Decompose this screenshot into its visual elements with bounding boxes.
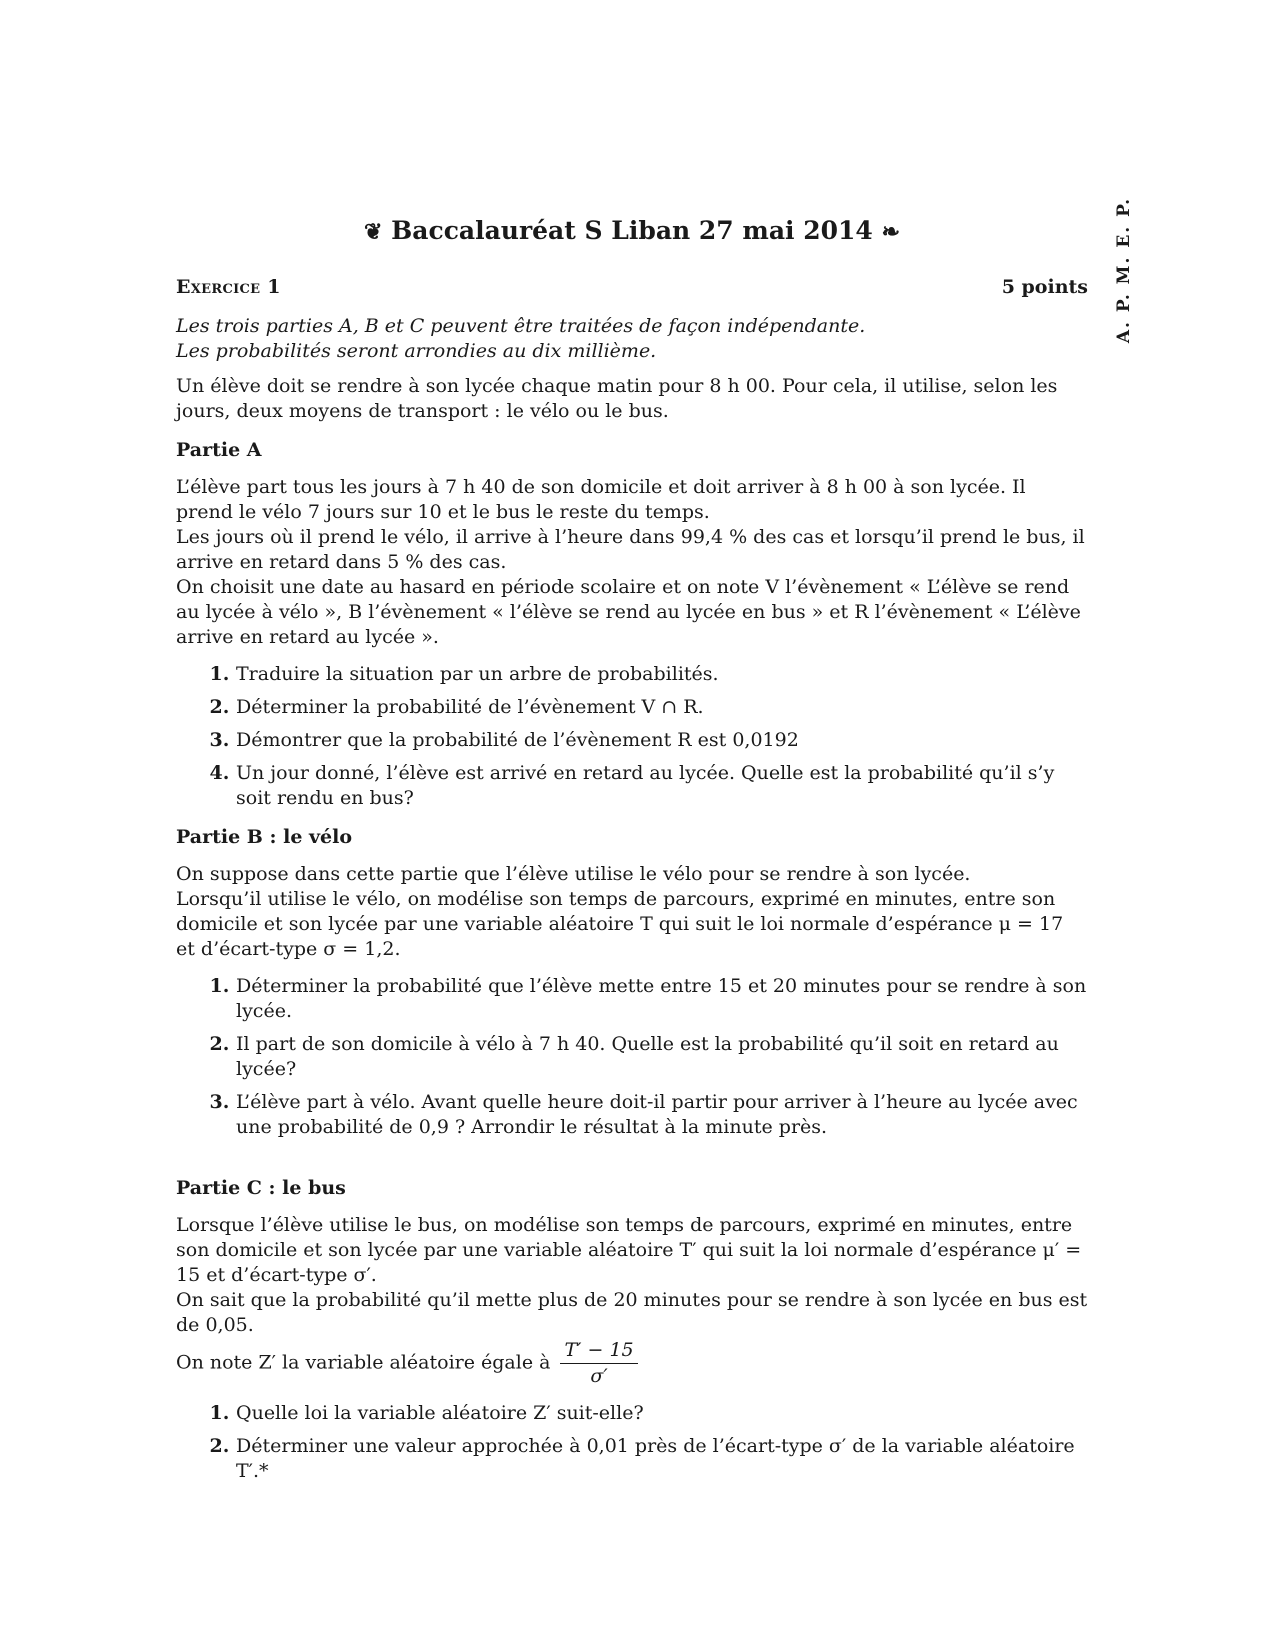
part-b-paragraph: Lorsqu’il utilise le vélo, on modélise son temps de parcours, exprimé en minutes, entre son domicile et son lycée par une variable aléatoire T qui suit le loi normale d’espérance μ = 17 et d’écart-type σ = 1,2. — [176, 888, 1064, 960]
question-item: 1. Traduire la situation par un arbre de probabilités. — [236, 662, 1088, 687]
right-ornament-icon: ❧ — [881, 219, 900, 245]
part-a-paragraph: Les jours où il prend le vélo, il arrive à l’heure dans 99,4 % des cas et lorsqu’il prend le bus, il arrive en retard dans 5 % des cas. — [176, 526, 1085, 573]
part-a-text — [176, 475, 1088, 650]
part-a-heading: Partie A — [176, 439, 262, 461]
intro-line: Les trois parties A, B et C peuvent être traitées de façon indépendante. — [176, 315, 866, 337]
part-b-questions — [176, 974, 1088, 1140]
question-item: 1. Quelle loi la variable aléatoire Z′ suit-elle? — [236, 1401, 1088, 1426]
part-c-paragraph: On sait que la probabilité qu’il mette plus de 20 minutes pour se rendre à son lycée en bus est de 0,05. — [176, 1289, 1088, 1336]
question-item: 3. L’élève part à vélo. Avant quelle heure doit-il partir pour arriver à l’heure au lycée avec une probabilité de 0,9 ? Arrondir le résultat à la minute près. — [236, 1090, 1088, 1140]
question-item: 4. Un jour donné, l’élève est arrivé en retard au lycée. Quelle est la probabilité qu’il s’y soit rendu en bus? — [236, 761, 1088, 811]
document-page — [176, 210, 1088, 1498]
exercise-header — [176, 275, 1088, 300]
part-b-paragraph: On suppose dans cette partie que l’élève utilise le vélo pour se rendre à son lycée. — [176, 863, 971, 885]
part-c-questions — [176, 1401, 1088, 1484]
part-b-text — [176, 862, 1088, 962]
part-c-heading: Partie C : le bus — [176, 1177, 346, 1199]
left-ornament-icon: ❦ — [363, 219, 383, 245]
fraction-line — [176, 1338, 1088, 1389]
question-item: 2. Il part de son domicile à vélo à 7 h 40. Quelle est la probabilité qu’il soit en retard au lycée? — [236, 1032, 1088, 1082]
part-b-heading: Partie B : le vélo — [176, 826, 353, 848]
question-item: 2. Déterminer la probabilité de l’évènement V ∩ R. — [236, 695, 1088, 720]
title-text: Baccalauréat S Liban 27 mai 2014 — [391, 216, 873, 245]
exercise-name: Exercice 1 — [176, 276, 281, 298]
part-a-paragraph: L’élève part tous les jours à 7 h 40 de son domicile et doit arriver à 8 h 00 à son lycée. Il prend le vélo 7 jours sur 10 et le bus le reste du temps. — [176, 476, 1026, 523]
exercise-points: 5 points — [1001, 276, 1088, 298]
intro-line: Les probabilités seront arrondies au dix millième. — [176, 340, 657, 362]
exercise-intro — [176, 314, 1088, 364]
question-item: 3. Démontrer que la probabilité de l’évènement R est 0,0192 — [236, 728, 1088, 753]
question-item: 1. Déterminer la probabilité que l’élève mette entre 15 et 20 minutes pour se rendre à son lycée. — [236, 974, 1088, 1024]
context-paragraph: Un élève doit se rendre à son lycée chaque matin pour 8 h 00. Pour cela, il utilise, selon les jours, deux moyens de transport : le vélo ou le bus. — [176, 375, 1058, 422]
fraction-denominator: σ′ — [590, 1365, 608, 1387]
page-title — [176, 210, 1088, 245]
part-a-questions — [176, 662, 1088, 811]
fraction-intro: On note Z′ la variable aléatoire égale à — [176, 1351, 551, 1374]
fraction — [560, 1338, 637, 1389]
side-mark-text: A. P. M. E. P. — [1114, 197, 1134, 344]
fraction-numerator: T′ − 15 — [560, 1338, 637, 1364]
part-c-text — [176, 1213, 1088, 1389]
part-a-paragraph: On choisit une date au hasard en période scolaire et on note V l’évènement « L’élève se rend au lycée à vélo », B l’évènement « l’élève se rend au lycée en bus » et R l’évènement « L’élève arrive en retard au lycée ». — [176, 576, 1081, 648]
part-c-paragraph: Lorsque l’élève utilise le bus, on modélise son temps de parcours, exprimé en minutes, entre son domicile et son lycée par une variable aléatoire T′ qui suit la loi normale d’espérance μ′ = 15 et d’écart-type σ′. — [176, 1214, 1082, 1286]
question-item: 2. Déterminer une valeur approchée à 0,01 près de l’écart-type σ′ de la variable aléatoire T′.* — [236, 1434, 1088, 1484]
